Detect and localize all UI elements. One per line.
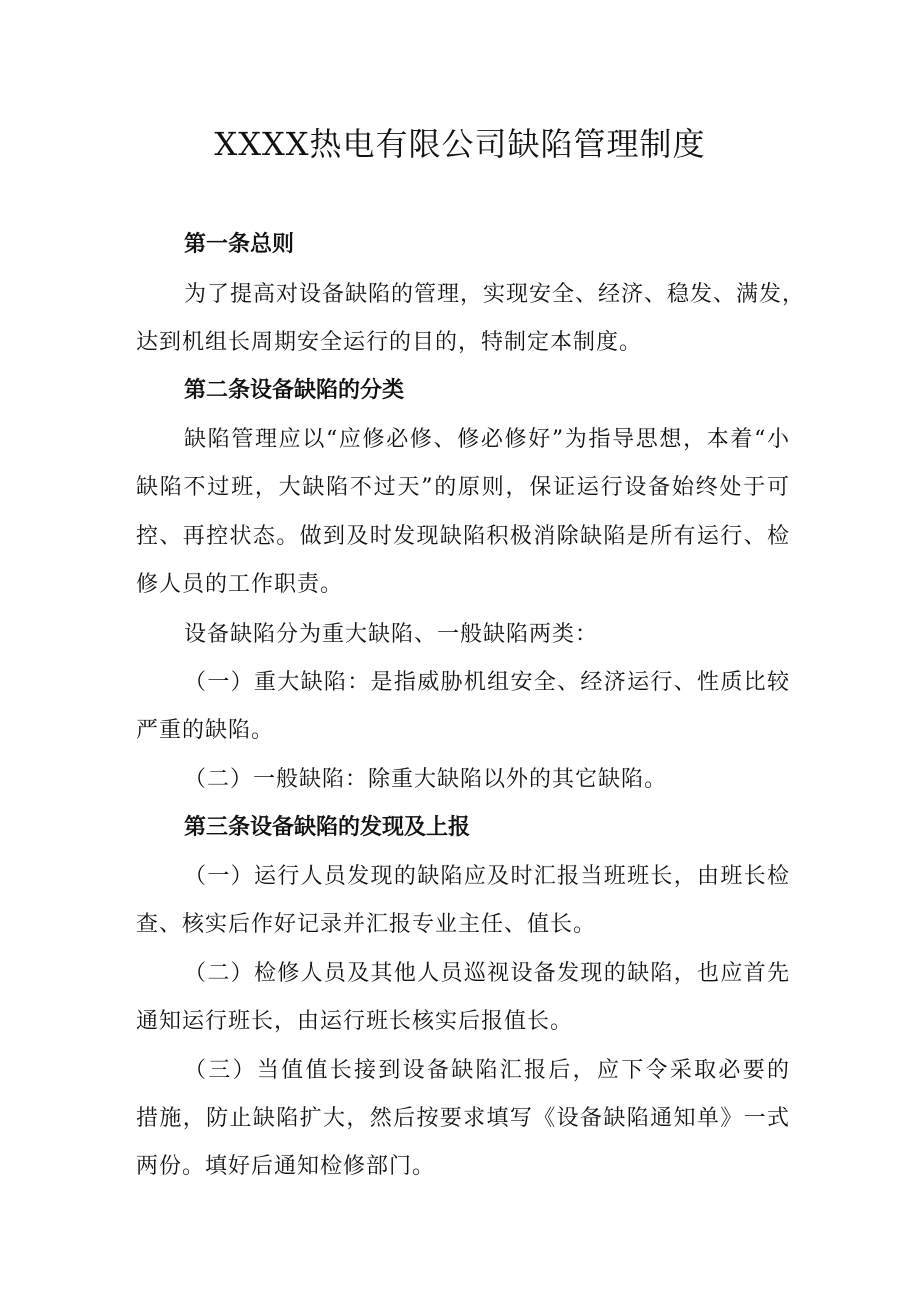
article-1-heading: 第一条总则 [184, 232, 295, 257]
article-2-line-2: 缺陷不过班，大缺陷不过天”的原则，保证运行设备始终处于可 [136, 475, 790, 500]
article-3-line-7: 两份。填好后通知检修部门。 [136, 1154, 436, 1179]
article-3-line-5: （三）当值值长接到设备缺陷汇报后，应下令采取必要的 [184, 1058, 790, 1083]
article-3-line-3: （二）检修人员及其他人员巡视设备发现的缺陷，也应首先 [184, 961, 790, 986]
article-1-line-2: 达到机组长周期安全运行的目的，特制定本制度。 [136, 330, 643, 355]
article-2-heading: 第二条设备缺陷的分类 [184, 378, 405, 403]
article-3-line-1: （一）运行人员发现的缺陷应及时汇报当班班长，由班长检 [184, 864, 790, 889]
article-2-line-6: （一）重大缺陷：是指威胁机组安全、经济运行、性质比较 [184, 670, 790, 695]
article-3-line-2: 查、核实后作好记录并汇报专业主任、值长。 [136, 912, 597, 937]
document-title: XXXX热电有限公司缺陷管理制度 [214, 125, 706, 163]
article-1-line-1: 为了提高对设备缺陷的管理，实现安全、经济、稳发、满发， [184, 282, 806, 307]
article-2-line-8: （二）一般缺陷：除重大缺陷以外的其它缺陷。 [184, 767, 668, 792]
article-2-line-4: 修人员的工作职责。 [136, 572, 344, 597]
article-3-line-4: 通知运行班长，由运行班长核实后报值长。 [136, 1009, 574, 1034]
article-2-line-5: 设备缺陷分为重大缺陷、一般缺陷两类： [184, 622, 599, 647]
article-2-line-1: 缺陷管理应以“应修必修、修必修好”为指导思想，本着“小 [184, 427, 790, 452]
article-2-line-7: 严重的缺陷。 [136, 718, 275, 743]
article-3-line-6: 措施，防止缺陷扩大，然后按要求填写《设备缺陷通知单》一式 [136, 1106, 790, 1131]
article-3-heading: 第三条设备缺陷的发现及上报 [184, 815, 471, 840]
article-2-line-3: 控、再控状态。做到及时发现缺陷积极消除缺陷是所有运行、检 [136, 524, 790, 549]
